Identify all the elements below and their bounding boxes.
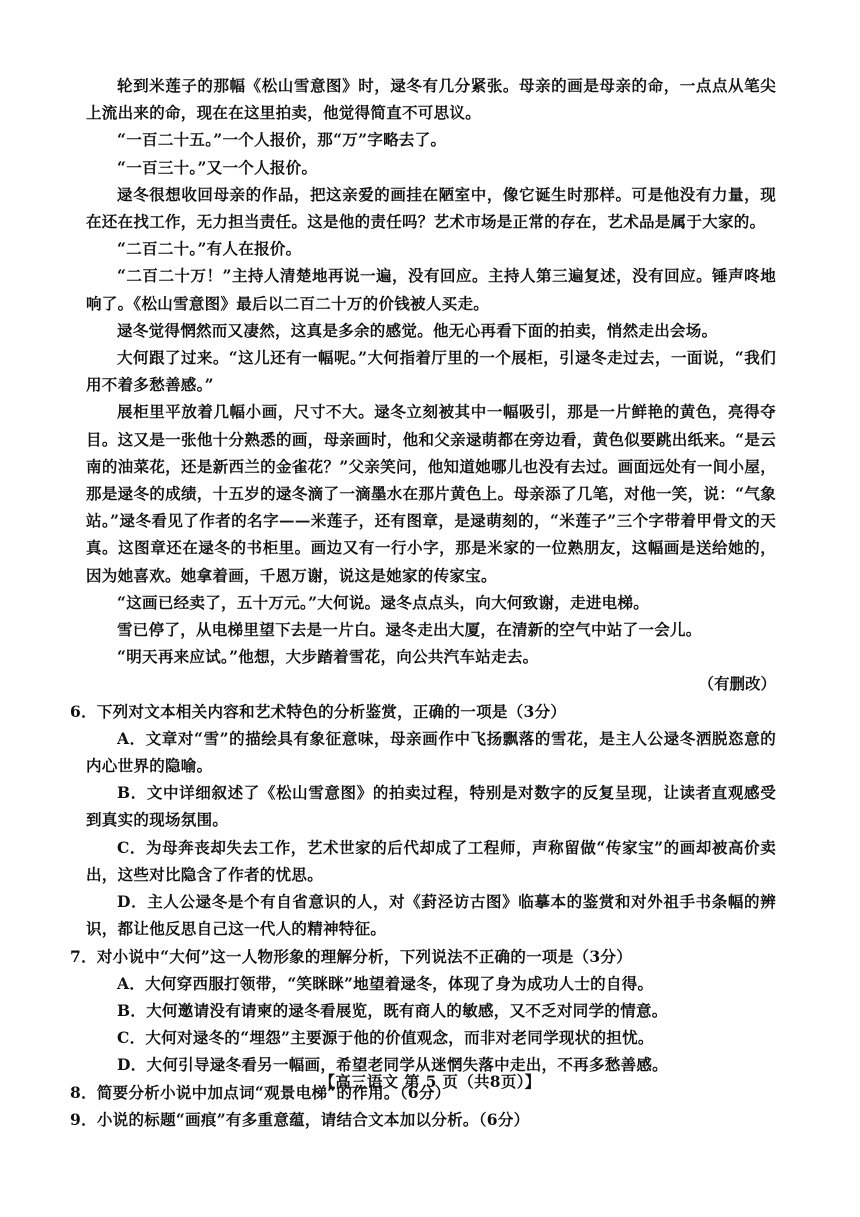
question-stem: 7．对小说中“大何”这一人物形象的理解分析，下列说法不正确的一项是（3分） [70, 946, 633, 966]
story-paragraph-1: 轮到米莲子的那幅《松山雪意图》时，逯冬有几分紧张。母亲的画是母亲的命，一点点从笔尖上流出来的命，现在在这里拍卖，他觉得简直不可思议。 [86, 76, 776, 123]
question-stem: 9．小说的标题“画痕”有多重意蕴，请结合文本加以分析。（6分） [70, 1109, 530, 1129]
story-paragraph-9: 展柜里平放着几幅小画，尺寸不大。逯冬立刻被其中一幅吸引，那是一片鲜艳的黄色，亮得夺目。这又是一张他十分熟悉的画，母亲画时，他和父亲逯萌都在旁边看，黄色似要跳出纸来。“是云南的油菜花，还是新西兰的金雀花？”父亲笑问，他知道她哪儿也没有去过。画面远处有一间小屋，那是逯冬的成绩，十五岁的逯冬滴了一滴墨水在那片黄色上。母亲添了几笔，对他一笑，说：“气象站。”逯冬看见了作者的名字——米莲子，还有图章，是逯萌刻的，“米莲子”三个字带着甲骨文的天真。这图章还在逯冬的书柜里。画边又有一行小字，那是米家的一位熟朋友，这幅画是送给她的，因为她喜欢。她拿着画，千恩万谢，说这是她家的传家宝。 [86, 402, 776, 585]
option-b: B．文中详细叙述了《松山雪意图》的拍卖过程，特别是对数字的反复呈现，让读者直观感受到真实的现场氛围。 [86, 783, 776, 830]
option-c: C．大何对逯冬的“埋怨”主要源于他的价值观念，而非对老同学现状的担忧。 [117, 1028, 654, 1048]
question-stem: 8．简要分析小说中加点词“观景电梯”的作用。（6分） [70, 1082, 451, 1102]
story-paragraph-2: “一百二十五。”一个人报价，那“万”字略去了。 [117, 130, 447, 150]
story-paragraph-10: “这画已经卖了，五十万元。”大何说。逯冬点点头，向大何致谢，走进电梯。 [117, 592, 650, 612]
question-6 [70, 698, 776, 943]
option-d: D．大何引导逯冬看另一幅画，希望老同学从迷惘失落中走出，不再多愁善感。 [117, 1055, 668, 1075]
option-b: B．大何邀请没有请柬的逯冬看展览，既有商人的敏感，又不乏对同学的情意。 [117, 1000, 668, 1020]
story-paragraph-8: 大何跟了过来。“这儿还有一幅呢。”大何指着厅里的一个展柜，引逯冬走过去，一面说，“我们用不着多愁善感。” [86, 348, 776, 395]
question-7 [70, 943, 776, 1079]
option-d: D．主人公逯冬是个有自省意识的人，对《葑泾访古图》临摹本的鉴赏和对外祖手书条幅的辨识，都让他反思自己这一代人的精神特征。 [86, 892, 776, 939]
questions [70, 698, 776, 1133]
story-paragraph-3: “一百三十。”又一个人报价。 [117, 157, 318, 177]
source-note: （有删改） [698, 674, 776, 694]
option-a: A．文章对“雪”的描绘具有象征意味，母亲画作中飞扬飘落的雪花，是主人公逯冬洒脱恣意的内心世界的隐喻。 [86, 728, 776, 776]
story-paragraph-11: 雪已停了，从电梯里望下去是一片白。逯冬走出大厦，在清新的空气中站了一会儿。 [117, 620, 702, 640]
page-footer: 【高三语文 第 5 页（共8页）】 [319, 1072, 541, 1091]
story-paragraph-12: “明天再来应试。”他想，大步踏着雪花，向公共汽车站走去。 [117, 647, 539, 667]
exam-page [70, 72, 776, 1133]
question-stem: 6．下列对文本相关内容和艺术特色的分析鉴赏，正确的一项是（3分） [70, 701, 567, 721]
story-paragraph-5: “二百二十。”有人在报价。 [117, 239, 302, 259]
option-c: C．为母奔丧却失去工作，艺术世家的后代却成了工程师，声称留做“传家宝”的画却被高价卖出，这些对比隐含了作者的忧思。 [86, 837, 776, 884]
story-paragraph-6: “二百二十万！”主持人清楚地再说一遍，没有回应。主持人第三遍复述，没有回应。锤声咚地响了。《松山雪意图》最后以二百二十万的价钱被人买走。 [86, 266, 776, 313]
option-a: A．大何穿西服打领带，“笑眯眯”地望着逯冬，体现了身为成功人士的自得。 [117, 973, 654, 993]
question-9 [70, 1106, 776, 1133]
story-paragraph-7: 逯冬觉得惘然而又凄然，这真是多余的感觉。他无心再看下面的拍卖，悄然走出会场。 [117, 320, 718, 340]
story-paragraph-4: 逯冬很想收回母亲的作品，把这亲爱的画挂在陋室中，像它诞生时那样。可是他没有力量，现在还在找工作，无力担当责任。这是他的责任吗？艺术市场是正常的存在，艺术品是属于大家的。 [86, 184, 776, 232]
story-text [86, 72, 776, 698]
